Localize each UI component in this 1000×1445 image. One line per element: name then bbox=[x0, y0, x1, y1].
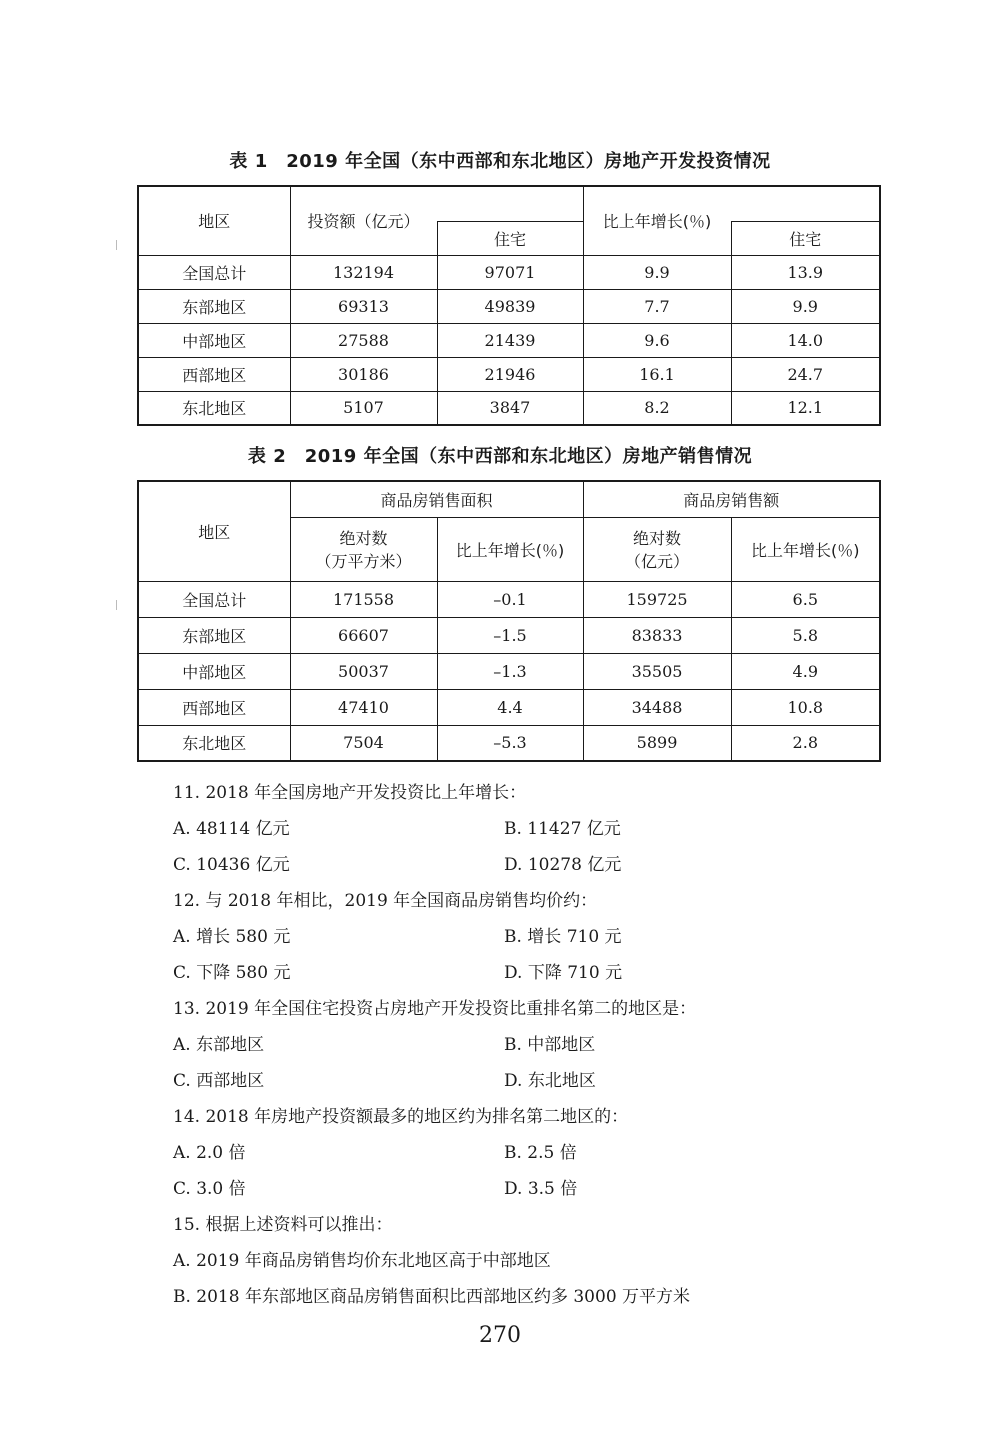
option-a: A. 2.0 倍 bbox=[173, 1143, 246, 1163]
cell-area: 66607 bbox=[290, 617, 437, 653]
margin-mark bbox=[116, 240, 117, 250]
table-row bbox=[138, 255, 880, 289]
cell-growth: 9.9 bbox=[583, 255, 731, 289]
margin-mark bbox=[116, 600, 117, 610]
question-stem: 14. 2018 年房地产投资额最多的地区约为排名第二地区的： bbox=[173, 1107, 629, 1127]
cell-sales: 34488 bbox=[583, 689, 731, 725]
cell-region: 东北地区 bbox=[138, 725, 290, 761]
cell-sales-growth: 10.8 bbox=[731, 689, 880, 725]
header-sales-absolute-line1: 绝对数 bbox=[633, 529, 682, 548]
cell-area: 171558 bbox=[290, 581, 437, 617]
header-sales-growth: 比上年增长(％) bbox=[731, 517, 880, 581]
cell-investment: 5107 bbox=[290, 391, 437, 425]
cell-growth-residential: 14.0 bbox=[731, 323, 880, 357]
cell-area-growth: –0.1 bbox=[437, 581, 583, 617]
header-sales-absolute bbox=[583, 517, 731, 581]
header-area-group: 商品房销售面积 bbox=[290, 481, 583, 517]
cell-residential: 49839 bbox=[437, 289, 583, 323]
header-growth-residential: 住宅 bbox=[731, 221, 880, 255]
cell-region: 东部地区 bbox=[138, 289, 290, 323]
cell-region: 全国总计 bbox=[138, 581, 290, 617]
header-investment-spacer bbox=[437, 186, 583, 221]
cell-sales: 159725 bbox=[583, 581, 731, 617]
cell-investment: 69313 bbox=[290, 289, 437, 323]
cell-sales: 83833 bbox=[583, 617, 731, 653]
cell-residential: 21439 bbox=[437, 323, 583, 357]
table2-caption: 表 2 2019 年全国（东中西部和东北地区）房地产销售情况 bbox=[247, 446, 753, 467]
cell-sales-growth: 2.8 bbox=[731, 725, 880, 761]
table-row bbox=[138, 357, 880, 391]
question-stem: 12. 与 2018 年相比，2019 年全国商品房销售均价约： bbox=[173, 891, 598, 911]
question-stem: 11. 2018 年全国房地产开发投资比上年增长： bbox=[173, 783, 527, 803]
table-row bbox=[138, 581, 880, 617]
cell-area-growth: –5.3 bbox=[437, 725, 583, 761]
option-a: A. 48114 亿元 bbox=[173, 819, 290, 839]
table-row bbox=[138, 653, 880, 689]
header-area-growth: 比上年增长(％) bbox=[437, 517, 583, 581]
cell-sales-growth: 5.8 bbox=[731, 617, 880, 653]
question-stem: 13. 2019 年全国住宅投资占房地产开发投资比重排名第二的地区是： bbox=[173, 999, 697, 1019]
cell-area: 47410 bbox=[290, 689, 437, 725]
cell-region: 西部地区 bbox=[138, 689, 290, 725]
option-b: B. 2018 年东部地区商品房销售面积比西部地区约多 3000 万平方米 bbox=[173, 1287, 691, 1307]
question-stem: 15. 根据上述资料可以推出： bbox=[173, 1215, 393, 1235]
table-row bbox=[138, 725, 880, 761]
option-d: D. 10278 亿元 bbox=[504, 855, 622, 875]
cell-growth: 16.1 bbox=[583, 357, 731, 391]
cell-growth-residential: 12.1 bbox=[731, 391, 880, 425]
table1-caption: 表 1 2019 年全国（东中西部和东北地区）房地产开发投资情况 bbox=[229, 151, 771, 172]
cell-area: 50037 bbox=[290, 653, 437, 689]
cell-growth: 8.2 bbox=[583, 391, 731, 425]
cell-residential: 97071 bbox=[437, 255, 583, 289]
table-row bbox=[138, 617, 880, 653]
header-growth-spacer bbox=[731, 186, 880, 221]
cell-area-growth: –1.5 bbox=[437, 617, 583, 653]
table-row bbox=[138, 689, 880, 725]
option-d: D. 东北地区 bbox=[504, 1071, 596, 1091]
header-growth: 比上年增长(％) bbox=[583, 186, 731, 255]
cell-sales-growth: 6.5 bbox=[731, 581, 880, 617]
cell-sales-growth: 4.9 bbox=[731, 653, 880, 689]
option-b: B. 11427 亿元 bbox=[504, 819, 621, 839]
table-row bbox=[138, 289, 880, 323]
cell-growth: 9.6 bbox=[583, 323, 731, 357]
cell-area-growth: –1.3 bbox=[437, 653, 583, 689]
cell-residential: 21946 bbox=[437, 357, 583, 391]
cell-area: 7504 bbox=[290, 725, 437, 761]
option-c: C. 西部地区 bbox=[173, 1071, 265, 1091]
cell-growth-residential: 13.9 bbox=[731, 255, 880, 289]
option-b: B. 2.5 倍 bbox=[504, 1143, 577, 1163]
option-b: B. 增长 710 元 bbox=[504, 927, 622, 947]
option-a: A. 增长 580 元 bbox=[173, 927, 291, 947]
header-area-absolute bbox=[290, 517, 437, 581]
cell-investment: 27588 bbox=[290, 323, 437, 357]
cell-area-growth: 4.4 bbox=[437, 689, 583, 725]
option-a: A. 东部地区 bbox=[173, 1035, 265, 1055]
investment-table bbox=[137, 185, 881, 426]
cell-investment: 30186 bbox=[290, 357, 437, 391]
option-d: D. 下降 710 元 bbox=[504, 963, 623, 983]
cell-region: 东北地区 bbox=[138, 391, 290, 425]
header-sales-group: 商品房销售额 bbox=[583, 481, 880, 517]
header-residential: 住宅 bbox=[437, 221, 583, 255]
table-row bbox=[138, 323, 880, 357]
cell-region: 西部地区 bbox=[138, 357, 290, 391]
page-number: 270 bbox=[479, 1323, 521, 1348]
cell-region: 中部地区 bbox=[138, 323, 290, 357]
cell-growth-residential: 9.9 bbox=[731, 289, 880, 323]
cell-region: 中部地区 bbox=[138, 653, 290, 689]
cell-residential: 3847 bbox=[437, 391, 583, 425]
table-row bbox=[138, 391, 880, 425]
option-a: A. 2019 年商品房销售均价东北地区高于中部地区 bbox=[173, 1251, 551, 1271]
header-investment: 投资额（亿元） bbox=[290, 186, 437, 255]
cell-sales: 35505 bbox=[583, 653, 731, 689]
option-c: C. 下降 580 元 bbox=[173, 963, 291, 983]
header-region: 地区 bbox=[138, 481, 290, 581]
option-c: C. 3.0 倍 bbox=[173, 1179, 246, 1199]
sales-table bbox=[137, 480, 881, 762]
cell-region: 全国总计 bbox=[138, 255, 290, 289]
cell-investment: 132194 bbox=[290, 255, 437, 289]
header-area-absolute-line1: 绝对数 bbox=[339, 529, 388, 548]
cell-growth: 7.7 bbox=[583, 289, 731, 323]
header-region: 地区 bbox=[138, 186, 290, 255]
option-b: B. 中部地区 bbox=[504, 1035, 596, 1055]
header-sales-absolute-line2: （亿元） bbox=[625, 552, 690, 571]
cell-growth-residential: 24.7 bbox=[731, 357, 880, 391]
cell-region: 东部地区 bbox=[138, 617, 290, 653]
cell-sales: 5899 bbox=[583, 725, 731, 761]
option-c: C. 10436 亿元 bbox=[173, 855, 290, 875]
header-area-absolute-line2: （万平方米） bbox=[315, 552, 412, 571]
option-d: D. 3.5 倍 bbox=[504, 1179, 578, 1199]
